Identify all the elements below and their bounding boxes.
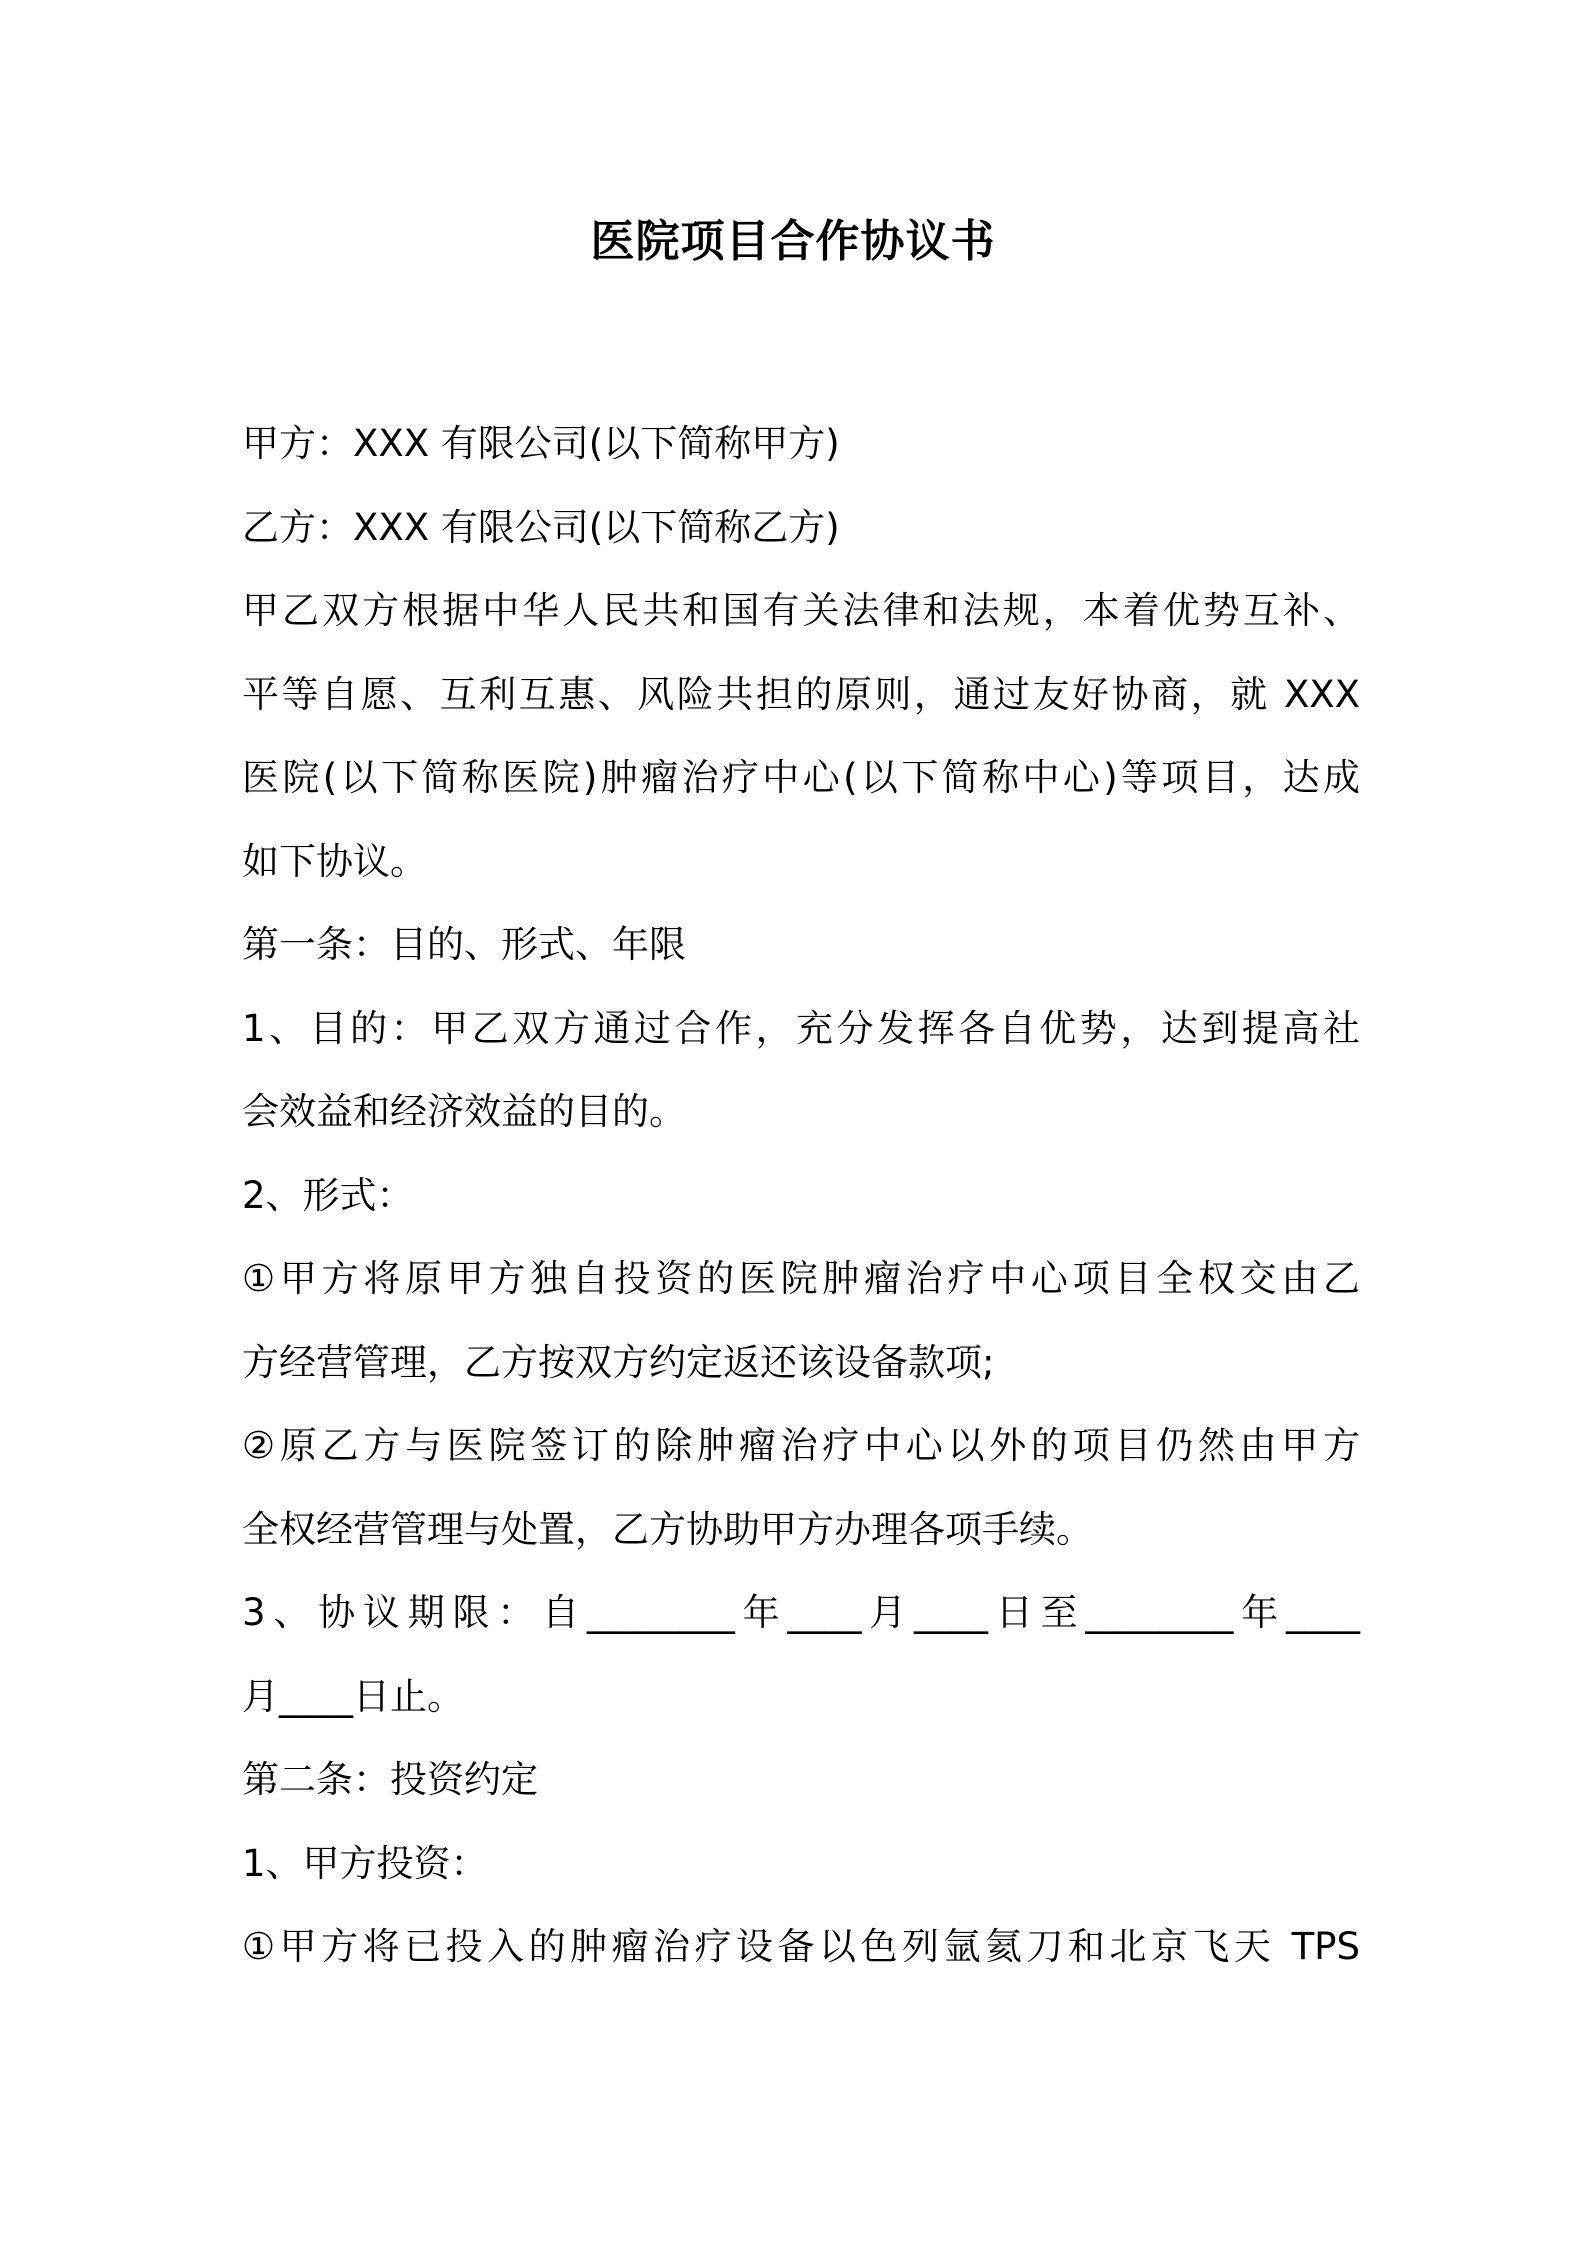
article-1-term-line-2: 月____日止。 [242,1674,464,1718]
article-1-form-item-2-line-1: ②原乙方与医院签订的除肿瘤治疗中心以外的项目仍然由甲方 [242,1424,1360,1467]
preamble-line-1: 甲乙双方根据中华人民共和国有关法律和法规，本着优势互补、 [242,589,1360,632]
preamble-line-4: 如下协议。 [242,839,427,883]
article-1-purpose-line-1: 1、目的：甲乙双方通过合作，充分发挥各自优势，达到提高社 [242,1006,1360,1050]
party-b-line: 乙方：XXX 有限公司(以下简称乙方) [242,505,840,549]
document-body [242,402,1360,1989]
article-1-form-heading: 2、形式： [242,1173,414,1217]
preamble-line-2: 平等自愿、互利互惠、风险共担的原则，通过友好协商，就 XXX [242,672,1360,716]
article-2-item-1-line-1: ①甲方将已投入的肿瘤治疗设备以色列氩氦刀和北京飞天 TPS [242,1925,1360,1968]
document-title: 医院项目合作协议书 [590,216,996,267]
article-1-form-item-1-line-1: ①甲方将原甲方独自投资的医院肿瘤治疗中心项目全权交由乙 [242,1257,1360,1300]
article-2-heading: 第二条：投资约定 [242,1758,538,1801]
preamble-line-3: 医院(以下简称医院)肿瘤治疗中心(以下简称中心)等项目，达成 [242,756,1360,799]
article-2-party-a-investment-heading: 1、甲方投资： [242,1841,488,1885]
article-1-heading: 第一条：目的、形式、年限 [242,923,686,966]
article-1-term-line-1: 3、协议期限：自________年____月____日至________年____ [242,1591,1360,1634]
article-1-form-item-1-line-2: 方经营管理，乙方按双方约定返还该设备款项; [242,1340,995,1384]
article-1-purpose-line-2: 会效益和经济效益的目的。 [242,1090,686,1133]
article-1-form-item-2-line-2: 全权经营管理与处置，乙方协助甲方办理各项手续。 [242,1507,1093,1551]
party-a-line: 甲方：XXX 有限公司(以下简称甲方) [242,422,840,465]
